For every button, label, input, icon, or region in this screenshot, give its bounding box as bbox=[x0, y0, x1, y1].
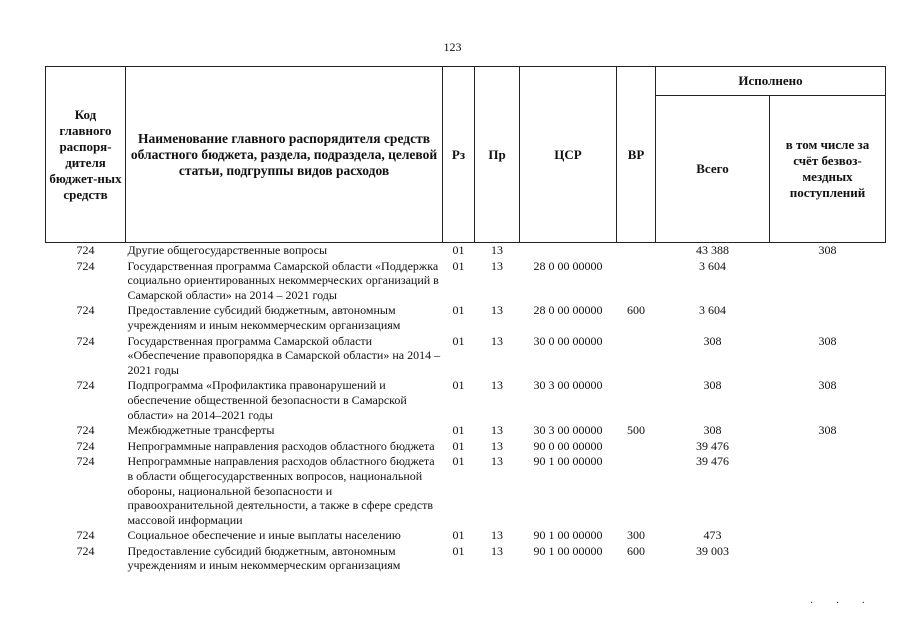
budget-table bbox=[45, 66, 886, 573]
scan-marks: · · · bbox=[810, 598, 875, 609]
cell-csr: 90 1 00 00000 bbox=[533, 454, 603, 469]
table-row bbox=[46, 527, 886, 543]
header-vr: ВР bbox=[617, 67, 656, 243]
cell-rz: 01 bbox=[452, 438, 465, 453]
cell-code: 724 bbox=[76, 454, 95, 469]
cell-rz: 01 bbox=[452, 303, 465, 318]
cell-code: 724 bbox=[76, 378, 95, 393]
cell-pr: 13 bbox=[491, 378, 503, 393]
cell-pr: 13 bbox=[491, 528, 503, 543]
cell-rz: 01 bbox=[452, 454, 465, 469]
cell-pr: 13 bbox=[491, 543, 503, 558]
cell-code: 724 bbox=[76, 423, 95, 438]
cell-pr: 13 bbox=[491, 438, 503, 453]
cell-name: Другие общегосударственные вопросы bbox=[127, 243, 328, 257]
cell-pr: 13 bbox=[491, 423, 503, 438]
cell-name: Государственная программа Самарской области «Обеспечение правопорядка в Самарской области» на 2014 – 2021 годы bbox=[127, 333, 441, 377]
cell-name: Предоставление субсидий бюджетным, автономным учреждениям и иным некоммерческим организациям bbox=[127, 543, 401, 573]
cell-pr: 13 bbox=[491, 454, 503, 469]
cell-incl bbox=[770, 453, 886, 527]
cell-incl: 308 bbox=[818, 333, 837, 348]
header-total: Всего bbox=[656, 96, 770, 243]
cell-pr: 13 bbox=[491, 258, 503, 273]
cell-incl: 308 bbox=[818, 378, 837, 393]
cell-total: 308 bbox=[703, 423, 722, 438]
header-rz: Рз bbox=[443, 67, 475, 243]
cell-name: Социальное обеспечение и иные выплаты населению bbox=[127, 528, 401, 543]
cell-vr bbox=[617, 333, 656, 378]
cell-name: Подпрограмма «Профилактика правонарушений и обеспечение общественной безопасности в Самарской области» на 2014–2021 годы bbox=[127, 378, 407, 422]
cell-code: 724 bbox=[76, 543, 95, 558]
cell-pr: 13 bbox=[491, 333, 503, 348]
table-row bbox=[46, 422, 886, 438]
header-incl: в том числе за счёт безвоз-мездных поступлений bbox=[770, 96, 886, 243]
header-csr: ЦСР bbox=[520, 67, 617, 243]
cell-rz: 01 bbox=[452, 543, 465, 558]
cell-total: 3 604 bbox=[699, 258, 726, 273]
table-row bbox=[46, 543, 886, 573]
cell-vr: 300 bbox=[627, 528, 645, 543]
header-executed: Исполнено bbox=[656, 67, 886, 96]
table-row bbox=[46, 438, 886, 454]
cell-rz: 01 bbox=[452, 258, 465, 273]
cell-name: Непрограммные направления расходов областного бюджета в области общегосударственных вопросов, национальной обороны, национальной безопасности и правоохранительной деятельности, а также в сфере средств массовой информации bbox=[127, 454, 435, 527]
cell-total: 39 476 bbox=[696, 438, 729, 453]
cell-csr: 30 0 00 00000 bbox=[533, 333, 603, 348]
cell-incl bbox=[770, 527, 886, 543]
cell-vr: 600 bbox=[627, 303, 645, 318]
cell-total: 308 bbox=[703, 333, 722, 348]
cell-incl: 308 bbox=[818, 423, 837, 438]
cell-vr bbox=[617, 453, 656, 527]
cell-csr: 28 0 00 00000 bbox=[533, 303, 603, 318]
page-number: 123 bbox=[443, 40, 462, 54]
cell-total: 3 604 bbox=[699, 303, 726, 318]
header-code: Код главного распоря-дителя бюджет-ных средств bbox=[46, 67, 126, 243]
cell-pr: 13 bbox=[491, 243, 503, 257]
table-body bbox=[46, 243, 886, 574]
cell-code: 724 bbox=[76, 243, 95, 257]
table-row bbox=[46, 258, 886, 303]
cell-csr: 90 0 00 00000 bbox=[533, 438, 603, 453]
cell-vr bbox=[617, 243, 656, 258]
cell-csr: 30 3 00 00000 bbox=[533, 378, 603, 393]
cell-name: Межбюджетные трансферты bbox=[127, 423, 275, 438]
cell-vr bbox=[617, 258, 656, 303]
cell-incl bbox=[770, 438, 886, 454]
cell-incl bbox=[770, 302, 886, 332]
cell-csr: 30 3 00 00000 bbox=[533, 423, 603, 438]
cell-vr bbox=[617, 438, 656, 454]
table-row bbox=[46, 302, 886, 332]
header-name: Наименование главного распорядителя средств областного бюджета, раздела, подраздела, целевой статьи, подгруппы видов расходов bbox=[126, 67, 443, 243]
table-row bbox=[46, 377, 886, 422]
cell-total: 43 388 bbox=[696, 243, 729, 257]
cell-name: Предоставление субсидий бюджетным, автономным учреждениям и иным некоммерческим организациям bbox=[127, 303, 401, 332]
cell-vr: 500 bbox=[627, 423, 645, 438]
cell-csr bbox=[520, 243, 617, 258]
cell-code: 724 bbox=[76, 438, 95, 453]
cell-rz: 01 bbox=[452, 333, 465, 348]
cell-vr bbox=[617, 377, 656, 422]
table-row bbox=[46, 333, 886, 378]
cell-code: 724 bbox=[76, 303, 95, 318]
cell-name: Государственная программа Самарской области «Поддержка социально ориентированных некоммерческих организаций в Самарской области» на 2014 – 2021 годы bbox=[127, 258, 439, 302]
cell-incl: 308 bbox=[818, 243, 837, 257]
cell-vr: 600 bbox=[627, 543, 645, 558]
cell-pr: 13 bbox=[491, 303, 503, 318]
cell-name: Непрограммные направления расходов областного бюджета bbox=[127, 438, 435, 453]
table-row bbox=[46, 243, 886, 258]
header-pr: Пр bbox=[475, 67, 520, 243]
cell-code: 724 bbox=[76, 258, 95, 273]
cell-total: 39 003 bbox=[696, 543, 729, 558]
cell-csr: 90 1 00 00000 bbox=[533, 528, 603, 543]
cell-total: 308 bbox=[703, 378, 722, 393]
cell-code: 724 bbox=[76, 528, 95, 543]
cell-rz: 01 bbox=[452, 378, 465, 393]
cell-rz: 01 bbox=[452, 528, 465, 543]
cell-incl bbox=[770, 543, 886, 573]
cell-code: 724 bbox=[76, 333, 95, 348]
table-row bbox=[46, 453, 886, 527]
cell-rz: 01 bbox=[452, 243, 465, 257]
cell-rz: 01 bbox=[452, 423, 465, 438]
cell-csr: 90 1 00 00000 bbox=[533, 543, 603, 558]
cell-csr: 28 0 00 00000 bbox=[533, 258, 603, 273]
cell-total: 39 476 bbox=[696, 454, 729, 469]
cell-total: 473 bbox=[703, 528, 722, 543]
cell-incl bbox=[770, 258, 886, 303]
